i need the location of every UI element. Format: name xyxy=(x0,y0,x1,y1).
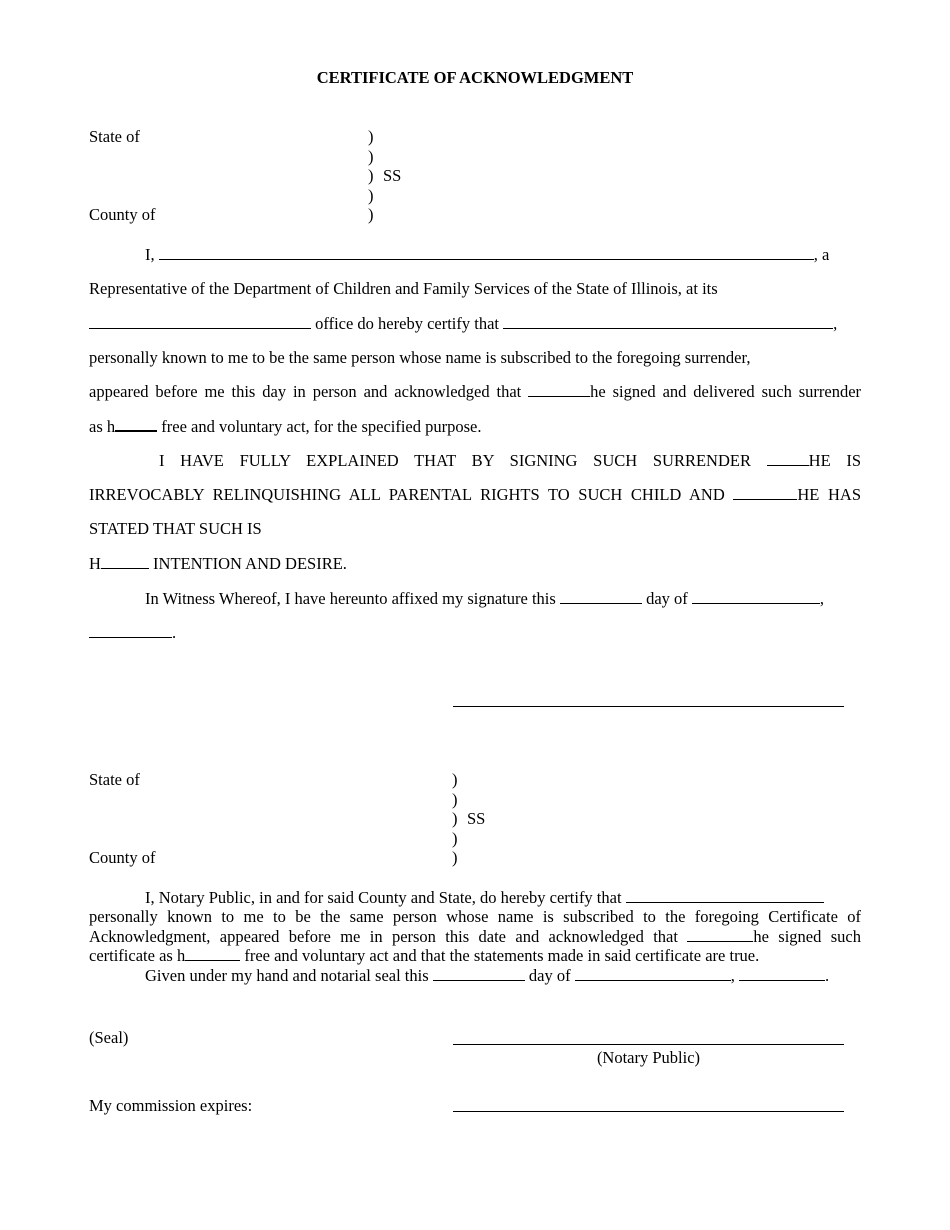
venue-paren: ) xyxy=(368,166,374,185)
county-label: County of xyxy=(89,205,156,224)
ack-line-6 xyxy=(89,416,482,436)
venue-paren: ) xyxy=(452,848,458,867)
given-text: day of xyxy=(528,966,571,985)
notary-public-label: (Notary Public) xyxy=(596,1048,701,1067)
comma: , xyxy=(819,589,825,608)
given-day-field[interactable] xyxy=(433,966,525,981)
venue-paren: ) xyxy=(368,186,374,205)
witness-year-line xyxy=(89,623,176,642)
notary-text: free and voluntary act and that the statements made in said certificate are true. xyxy=(244,946,760,965)
notary-line-3 xyxy=(89,927,861,946)
ack-line-3 xyxy=(89,314,837,333)
notary-text: Acknowledgment, appeared before me in person this date and acknowledged that xyxy=(89,927,678,946)
ack-text: H xyxy=(89,554,101,573)
witness-text: In Witness Whereof, I have hereunto affixed my signature this xyxy=(145,589,556,608)
given-line xyxy=(145,966,829,985)
witness-year-field[interactable] xyxy=(89,623,172,638)
commission-label: My commission expires: xyxy=(89,1096,253,1115)
period: . xyxy=(824,966,830,985)
period: . xyxy=(172,623,177,642)
ack-text: he signed and delivered such surrender xyxy=(590,382,862,401)
pronoun-field[interactable] xyxy=(687,927,753,942)
county-label: County of xyxy=(89,848,156,867)
given-month-field[interactable] xyxy=(575,966,731,981)
witness-day-field[interactable] xyxy=(560,589,642,604)
office-text: office do hereby certify that xyxy=(315,314,499,333)
ack-text: as h xyxy=(89,417,116,436)
given-text: Given under my hand and notarial seal this xyxy=(145,966,429,985)
ack-text: HE IS xyxy=(808,451,862,470)
state-label: State of xyxy=(89,127,140,146)
ack-line-5 xyxy=(89,382,861,401)
given-year-field[interactable] xyxy=(739,966,825,981)
notary-line-4 xyxy=(89,946,759,965)
ack-suffix: , a xyxy=(813,245,830,264)
ack-text: I HAVE FULLY EXPLAINED THAT BY SIGNING SUCH SURRENDER xyxy=(159,451,751,470)
venue-paren: ) xyxy=(452,790,458,809)
witness-line xyxy=(145,589,824,608)
notary-text: he signed such xyxy=(753,927,861,946)
ack-text: HE HAS xyxy=(797,485,862,504)
notary-signature-line[interactable] xyxy=(453,1044,844,1045)
ack-line-10 xyxy=(89,554,347,573)
comma: , xyxy=(730,966,735,985)
ack-line-7 xyxy=(159,451,861,470)
venue-paren: ) xyxy=(452,809,458,828)
ack-text: INTENTION AND DESIRE. xyxy=(153,554,347,573)
ack-prefix: I, xyxy=(145,245,155,264)
ack-line-9: STATED THAT SUCH IS xyxy=(89,519,262,538)
notary-text: I, Notary Public, in and for said County and State, do hereby certify that xyxy=(145,888,622,907)
person-name-field[interactable] xyxy=(503,314,833,329)
ack-line-1 xyxy=(145,245,829,264)
ack-line-2: Representative of the Department of Children and Family Services of the State of Illinois, at its xyxy=(89,279,718,298)
venue-paren: ) xyxy=(368,205,374,224)
ack-line-4: personally known to me to be the same person whose name is subscribed to the foregoing surrender, xyxy=(89,348,751,367)
pronoun-field[interactable] xyxy=(528,382,590,397)
pronoun-field[interactable] xyxy=(767,451,809,466)
representative-name-field[interactable] xyxy=(159,245,814,260)
witness-month-field[interactable] xyxy=(692,589,820,604)
ack-line-8 xyxy=(89,485,861,504)
ss-label: SS xyxy=(467,809,486,828)
notary-text: certificate as h xyxy=(89,946,186,965)
seal-label: (Seal) xyxy=(89,1028,129,1047)
state-label: State of xyxy=(89,770,140,789)
pronoun-field[interactable] xyxy=(115,416,157,432)
witness-text: day of xyxy=(646,589,688,608)
notary-line-1 xyxy=(145,888,824,907)
ss-label: SS xyxy=(383,166,402,185)
venue-paren: ) xyxy=(368,147,374,166)
document-title: CERTIFICATE OF ACKNOWLEDGMENT xyxy=(316,68,634,87)
pronoun-field[interactable] xyxy=(101,554,149,569)
pronoun-field[interactable] xyxy=(185,946,240,961)
ack-text: IRREVOCABLY RELINQUISHING ALL PARENTAL RIGHTS TO SUCH CHILD AND xyxy=(89,485,725,504)
venue-paren: ) xyxy=(452,829,458,848)
commission-expires-line[interactable] xyxy=(453,1111,844,1112)
venue-paren: ) xyxy=(452,770,458,789)
ack-text: free and voluntary act, for the specified purpose. xyxy=(161,417,482,436)
ack-text: appeared before me this day in person and acknowledged that xyxy=(89,382,522,401)
notary-line-2: personally known to me to be the same person whose name is subscribed to the foregoing Certificate of xyxy=(89,907,861,926)
representative-signature-line[interactable] xyxy=(453,706,844,707)
pronoun-field[interactable] xyxy=(733,485,797,500)
venue-paren: ) xyxy=(368,127,374,146)
notary-person-field[interactable] xyxy=(626,888,824,903)
office-field[interactable] xyxy=(89,314,311,329)
comma: , xyxy=(833,314,838,333)
